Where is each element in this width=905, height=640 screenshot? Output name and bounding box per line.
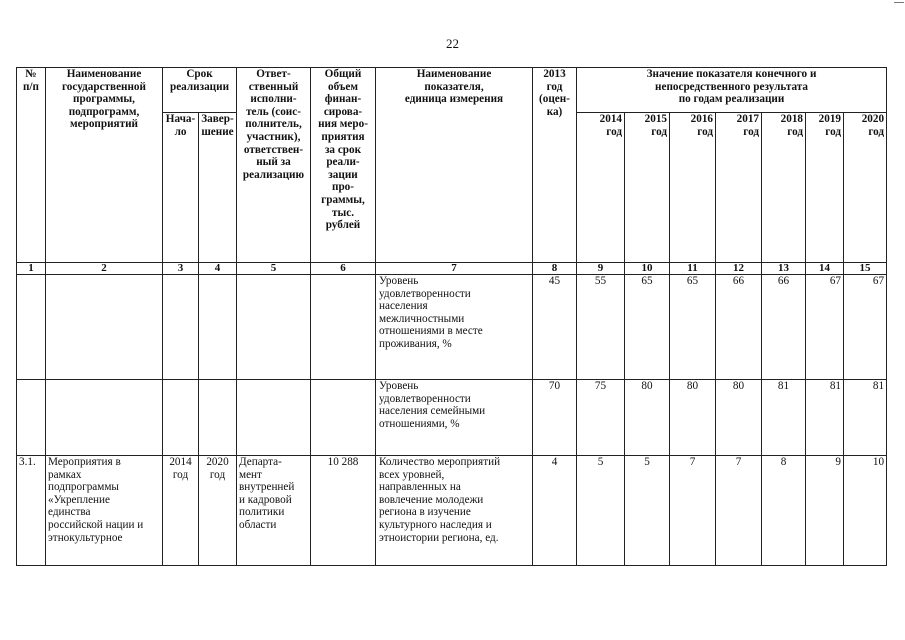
table-row [17, 275, 887, 380]
value-cell: 5 [577, 456, 625, 566]
column-number: 12 [716, 263, 762, 275]
header-start: Нача- ло [163, 113, 199, 263]
column-number: 2 [46, 263, 163, 275]
header-year: 2018 год [762, 113, 806, 263]
column-number: 10 [625, 263, 670, 275]
value-cell: 70 [533, 380, 577, 456]
value-cell: 66 [716, 275, 762, 380]
header-responsible: Ответ- ственный исполни- тель (соис- полнитель, участник), ответствен- ный за реализацию [237, 68, 311, 263]
column-number: 8 [533, 263, 577, 275]
program-table [16, 67, 887, 566]
column-number: 13 [762, 263, 806, 275]
value-cell: 81 [844, 380, 887, 456]
value-cell: 81 [762, 380, 806, 456]
column-number: 1 [17, 263, 46, 275]
row-number: 3.1. [17, 456, 46, 566]
header-year: 2017 год [716, 113, 762, 263]
value-cell: 75 [577, 380, 625, 456]
column-number: 9 [577, 263, 625, 275]
column-number: 3 [163, 263, 199, 275]
page-number: 22 [446, 36, 459, 51]
indicator-name: Количество мероприятий всех уровней, направленных на вовлечение молодежи региона в изучение культурного наследия и этноистории региона, ед. [376, 456, 533, 566]
value-cell: 4 [533, 456, 577, 566]
value-cell: 65 [670, 275, 716, 380]
header-volume: Общий объем финан- сирова- ния меро- приятия за срок реали- зации про- граммы, тыс. рублей [311, 68, 376, 263]
corner-mark [894, 2, 904, 3]
header-end: Завер- шение [199, 113, 237, 263]
table-row [17, 380, 887, 456]
value-cell: 81 [806, 380, 844, 456]
table-row [17, 456, 887, 566]
column-number-row [17, 263, 887, 275]
column-number: 6 [311, 263, 376, 275]
measure-name: Мероприятия в рамках подпрограммы «Укрепление единства российской нации и этнокультурное [46, 456, 163, 566]
end-year: 2020 год [199, 456, 237, 566]
column-number: 5 [237, 263, 311, 275]
value-cell: 5 [625, 456, 670, 566]
header-2013: 2013 год (оцен- ка) [533, 68, 577, 263]
indicator-name: Уровень удовлетворенности населения межличностными отношениями в месте проживания, % [376, 275, 533, 380]
header-year: 2020 год [844, 113, 887, 263]
header-year: 2014 год [577, 113, 625, 263]
value-cell: 45 [533, 275, 577, 380]
value-cell: 7 [670, 456, 716, 566]
value-cell: 80 [716, 380, 762, 456]
start-year: 2014 год [163, 456, 199, 566]
responsible-executor: Департа- мент внутренней и кадровой политики области [237, 456, 311, 566]
value-cell: 67 [844, 275, 887, 380]
value-cell: 66 [762, 275, 806, 380]
column-number: 11 [670, 263, 716, 275]
value-cell: 67 [806, 275, 844, 380]
value-cell: 80 [625, 380, 670, 456]
header-program-name: Наименование государственной программы, подпрограмм, мероприятий [46, 68, 163, 263]
header-year: 2016 год [670, 113, 716, 263]
header-year: 2019 год [806, 113, 844, 263]
value-cell: 10 [844, 456, 887, 566]
column-number: 7 [376, 263, 533, 275]
value-cell: 65 [625, 275, 670, 380]
header-values-title: Значение показателя конечного и непосредственного результата по годам реализации [577, 68, 887, 113]
header-num: № п/п [17, 68, 46, 263]
header-row-1 [17, 68, 887, 113]
column-number: 4 [199, 263, 237, 275]
header-year: 2015 год [625, 113, 670, 263]
value-cell: 7 [716, 456, 762, 566]
funding-volume: 10 288 [311, 456, 376, 566]
value-cell: 55 [577, 275, 625, 380]
value-cell: 8 [762, 456, 806, 566]
header-indicator: Наименование показателя, единица измерения [376, 68, 533, 263]
value-cell: 80 [670, 380, 716, 456]
column-number: 14 [806, 263, 844, 275]
header-term: Срок реализации [163, 68, 237, 113]
column-number: 15 [844, 263, 887, 275]
indicator-name: Уровень удовлетворенности населения семейными отношениями, % [376, 380, 533, 456]
value-cell: 9 [806, 456, 844, 566]
